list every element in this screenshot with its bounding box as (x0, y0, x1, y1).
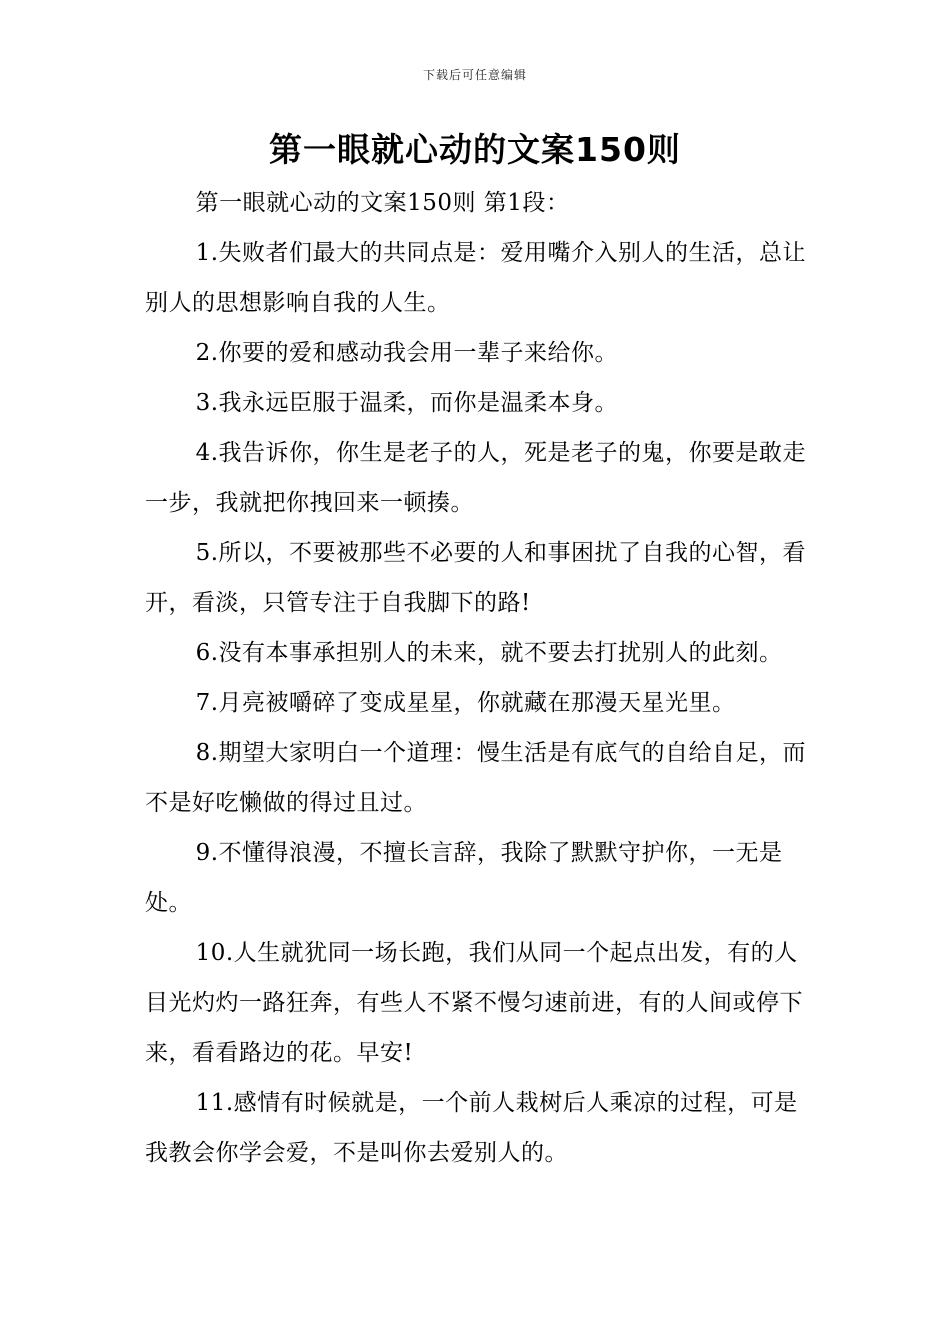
paragraph-1: 1.失败者们最大的共同点是：爱用嘴介入别人的生活，总让别人的思想影响自我的人生。 (145, 240, 807, 316)
paragraph-4: 4.我告诉你，你生是老子的人，死是老子的鬼，你要是敢走一步，我就把你拽回来一顿揍。 (145, 440, 807, 516)
paragraph-9: 9.不懂得浪漫，不擅长言辞，我除了默默守护你，一无是处。 (145, 840, 783, 916)
paragraph-7: 7.月亮被嚼碎了变成星星，你就藏在那漫天星光里。 (195, 690, 736, 716)
paragraph-8: 8.期望大家明白一个道理：慢生活是有底气的自给自足，而不是好吃懒做的得过且过。 (145, 740, 807, 816)
document-title: 第一眼就心动的文案150则 (269, 130, 681, 169)
paragraph-10: 10.人生就犹同一场长跑，我们从同一个起点出发，有的人目光灼灼一路狂奔，有些人不紧不慢匀速前进，有的人间或停下来，看看路边的花。早安! (145, 940, 803, 1066)
header-note: 下载后可任意编辑 (422, 68, 527, 82)
paragraph-5: 5.所以，不要被那些不必要的人和事困扰了自我的心智，看开，看淡，只管专注于自我脚下的路! (145, 540, 807, 616)
paragraph-2: 2.你要的爱和感动我会用一辈子来给你。 (195, 340, 619, 366)
paragraph-3: 3.我永远臣服于温柔，而你是温柔本身。 (195, 390, 619, 416)
section-heading: 第一眼就心动的文案150则 第1段： (195, 190, 570, 216)
paragraph-11: 11.感情有时候就是，一个前人栽树后人乘凉的过程，可是我教会你学会爱，不是叫你去爱别人的。 (145, 1090, 798, 1166)
paragraph-6: 6.没有本事承担别人的未来，就不要去打扰别人的此刻。 (195, 640, 783, 666)
document-body (145, 178, 813, 1178)
